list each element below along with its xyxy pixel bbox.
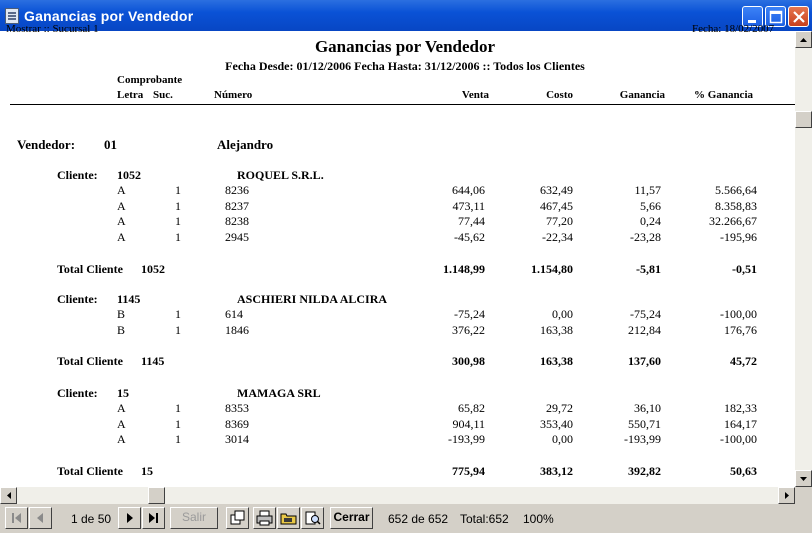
record-count: 652 de 652 <box>388 512 449 526</box>
client-code: 1052 <box>117 168 141 182</box>
binoculars-icon <box>302 508 323 528</box>
row-ganancia: -193,99 <box>624 432 661 447</box>
client-name: ROQUEL S.R.L. <box>237 168 324 182</box>
next-page-button[interactable] <box>118 507 141 529</box>
total-costo: 163,38 <box>540 354 573 369</box>
total-cliente-label: Total Cliente <box>57 261 123 276</box>
page-setup-button[interactable] <box>226 507 249 529</box>
last-page-icon <box>143 508 164 528</box>
row-letra: A <box>117 214 126 229</box>
row-suc: 1 <box>175 183 181 197</box>
total-pct: -0,51 <box>732 261 757 276</box>
scroll-up-button[interactable] <box>795 31 812 48</box>
total-ganancia: 137,60 <box>628 354 661 369</box>
row-venta: 904,11 <box>452 416 485 431</box>
row-venta: -45,62 <box>454 230 485 245</box>
row-pct: -100,00 <box>720 432 757 447</box>
header-comprobante: Comprobante <box>117 74 183 86</box>
window-titlebar[interactable] <box>0 0 812 31</box>
row-pct: 164,17 <box>724 416 757 431</box>
row-venta: -193,99 <box>448 432 485 447</box>
total-pct: 50,63 <box>730 464 757 479</box>
arrow-down-icon <box>796 471 811 486</box>
row-suc: 1 <box>175 416 181 431</box>
scrollbar-corner <box>795 487 812 504</box>
row-letra: A <box>117 198 126 213</box>
vendedor-name: Alejandro <box>217 137 274 152</box>
zoom-level: 100% <box>523 512 554 526</box>
salir-button[interactable]: Salir <box>170 507 218 529</box>
row-suc: 1 <box>175 230 181 245</box>
scroll-left-button[interactable] <box>0 487 17 504</box>
row-numero: 1846 <box>225 322 249 337</box>
arrow-left-icon <box>1 488 16 503</box>
total-cliente-label: Total Cliente <box>57 354 123 369</box>
row-ganancia: 11,57 <box>634 183 661 197</box>
row-numero: 8236 <box>225 183 249 197</box>
vendedor-label: Vendedor: <box>17 137 76 152</box>
vendedor-code: 01 <box>104 137 117 152</box>
row-ganancia: 36,10 <box>634 401 661 415</box>
row-suc: 1 <box>175 401 181 415</box>
row-letra: A <box>117 230 126 245</box>
row-costo: 0,00 <box>552 307 573 321</box>
row-costo: 467,45 <box>540 198 573 213</box>
report-header-cut-left: Mostrar :: Sucursal 1 <box>6 23 99 35</box>
row-costo: -22,34 <box>542 230 573 245</box>
row-ganancia: 5,66 <box>640 198 661 213</box>
row-venta: 65,82 <box>458 401 485 415</box>
report-header-cut-right: Fecha: 18/02/2007 <box>692 23 775 35</box>
client-label: Cliente: <box>57 386 98 400</box>
row-venta: 473,11 <box>452 198 485 213</box>
report-title: Ganancias por Vendedor <box>314 37 496 56</box>
first-page-icon <box>6 508 27 528</box>
header-pct-ganancia: % Ganancia <box>694 89 753 101</box>
total-costo: 383,12 <box>540 464 573 479</box>
row-numero: 8353 <box>225 401 249 415</box>
total-cliente-code: 15 <box>141 464 153 479</box>
row-pct: 32.266,67 <box>709 214 757 229</box>
next-page-icon <box>119 508 140 528</box>
close-icon <box>789 7 810 28</box>
header-numero: Número <box>214 89 253 101</box>
row-pct: -100,00 <box>720 307 757 321</box>
row-venta: 376,22 <box>452 322 485 337</box>
horizontal-scrollbar[interactable] <box>0 487 795 504</box>
client-label: Cliente: <box>57 168 98 182</box>
total-venta: 775,94 <box>452 464 485 479</box>
total-count: Total:652 <box>460 512 509 526</box>
header-ganancia: Ganancia <box>619 89 665 101</box>
vertical-scrollbar[interactable] <box>795 31 812 487</box>
row-letra: B <box>117 307 126 321</box>
cerrar-button[interactable]: Cerrar <box>330 507 373 529</box>
page-setup-icon <box>227 508 248 528</box>
row-numero: 3014 <box>225 432 249 447</box>
row-pct: 182,33 <box>724 401 757 415</box>
total-cliente-code: 1145 <box>141 354 165 369</box>
row-letra: A <box>117 416 126 431</box>
row-suc: 1 <box>175 198 181 213</box>
row-letra: B <box>117 322 126 337</box>
arrow-up-icon <box>796 32 811 47</box>
row-suc: 1 <box>175 307 181 321</box>
row-ganancia: 212,84 <box>628 322 661 337</box>
report-toolbar <box>0 504 812 533</box>
row-venta: -75,24 <box>454 307 485 321</box>
row-numero: 8237 <box>225 198 249 213</box>
row-numero: 8238 <box>225 214 249 229</box>
print-button[interactable] <box>253 507 276 529</box>
row-costo: 163,38 <box>540 322 573 337</box>
row-numero: 8369 <box>225 416 249 431</box>
search-button[interactable] <box>301 507 324 529</box>
folder-icon <box>278 508 299 528</box>
previous-page-button[interactable] <box>29 507 52 529</box>
row-suc: 1 <box>175 322 181 337</box>
row-venta: 77,44 <box>458 214 485 229</box>
total-ganancia: -5,81 <box>636 261 661 276</box>
client-code: 1145 <box>117 292 141 306</box>
total-pct: 45,72 <box>730 354 757 369</box>
row-costo: 77,20 <box>546 214 573 229</box>
row-numero: 614 <box>225 307 243 321</box>
total-venta: 1.148,99 <box>443 261 485 276</box>
printer-icon <box>254 508 275 528</box>
row-pct: 5.566,64 <box>715 183 757 197</box>
row-costo: 632,49 <box>540 183 573 197</box>
page-indicator: 1 de 50 <box>71 512 112 526</box>
row-ganancia: -75,24 <box>630 307 661 321</box>
header-suc: Suc. <box>153 89 173 101</box>
header-costo: Costo <box>546 89 573 101</box>
header-venta: Venta <box>461 89 489 101</box>
vertical-scroll-thumb[interactable] <box>795 111 812 128</box>
scroll-right-button[interactable] <box>778 487 795 504</box>
client-name: ASCHIERI NILDA ALCIRA <box>237 292 388 306</box>
row-costo: 353,40 <box>540 416 573 431</box>
first-page-button[interactable] <box>5 507 28 529</box>
app-icon[interactable] <box>5 8 19 24</box>
total-costo: 1.154,80 <box>531 261 573 276</box>
row-pct: -195,96 <box>720 230 757 245</box>
total-venta: 300,98 <box>452 354 485 369</box>
export-button[interactable] <box>277 507 300 529</box>
client-label: Cliente: <box>57 292 98 306</box>
row-costo: 29,72 <box>546 401 573 415</box>
window-title: Ganancias por Vendedor <box>24 8 194 24</box>
row-ganancia: -23,28 <box>630 230 661 245</box>
row-letra: A <box>117 183 126 197</box>
total-ganancia: 392,82 <box>628 464 661 479</box>
row-costo: 0,00 <box>552 432 573 447</box>
client-name: MAMAGA SRL <box>237 386 321 400</box>
client-code: 15 <box>117 386 129 400</box>
row-pct: 176,76 <box>724 322 757 337</box>
row-ganancia: 550,71 <box>628 416 661 431</box>
arrow-right-icon <box>779 488 794 503</box>
close-button[interactable] <box>788 6 809 27</box>
horizontal-scroll-thumb[interactable] <box>148 487 165 504</box>
row-ganancia: 0,24 <box>640 214 661 229</box>
report-viewer <box>0 23 795 487</box>
row-letra: A <box>117 401 126 415</box>
row-suc: 1 <box>175 432 181 447</box>
previous-page-icon <box>30 508 51 528</box>
row-pct: 8.358,83 <box>715 198 757 213</box>
row-numero: 2945 <box>225 230 249 245</box>
row-letra: A <box>117 432 126 447</box>
report-subtitle: Fecha Desde: 01/12/2006 Fecha Hasta: 31/12/2006 :: Todos los Clientes <box>225 59 585 73</box>
row-venta: 644,06 <box>452 183 485 197</box>
last-page-button[interactable] <box>142 507 165 529</box>
row-suc: 1 <box>175 214 181 229</box>
total-cliente-label: Total Cliente <box>57 464 123 479</box>
total-cliente-code: 1052 <box>141 261 165 276</box>
scroll-down-button[interactable] <box>795 470 812 487</box>
header-letra: Letra <box>117 89 144 101</box>
header-rule <box>10 104 795 105</box>
